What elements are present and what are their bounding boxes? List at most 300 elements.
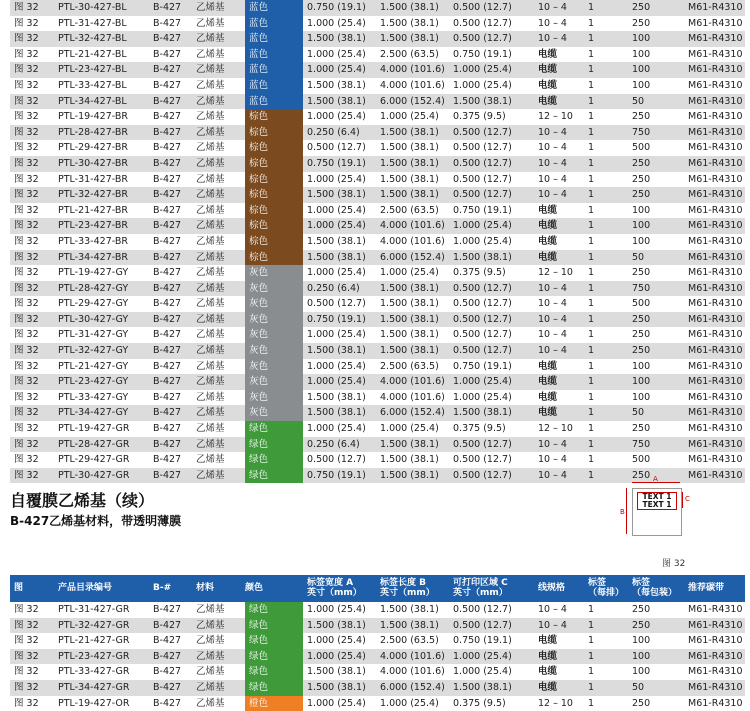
wire-size-cell: 电缆 bbox=[538, 48, 558, 60]
labels-per-row-cell: 1 bbox=[588, 313, 595, 325]
width-cell: 1.000 (25.4) bbox=[307, 111, 366, 123]
b-number-cell: B-427 bbox=[153, 407, 182, 419]
length-cell: 1.500 (38.1) bbox=[380, 298, 439, 310]
labels-per-pack-cell: 250 bbox=[632, 423, 651, 435]
labels-per-pack-cell: 100 bbox=[632, 48, 651, 60]
color-cell: 棕色 bbox=[245, 218, 303, 234]
b-number-cell: B-427 bbox=[153, 2, 182, 13]
wire-size-cell: 电缆 bbox=[538, 220, 558, 232]
product-table-top bbox=[10, 0, 745, 483]
printable-area-cell: 1.500 (38.1) bbox=[453, 681, 512, 693]
length-cell: 1.500 (38.1) bbox=[380, 33, 439, 45]
ribbon-cell: M61-R4310 bbox=[688, 64, 743, 76]
b-number-cell: B-427 bbox=[153, 282, 182, 294]
material-cell: 乙烯基 bbox=[196, 423, 225, 435]
labels-per-row-cell: 1 bbox=[588, 173, 595, 185]
material-cell: 乙烯基 bbox=[196, 204, 225, 216]
table-row bbox=[10, 452, 745, 468]
labels-per-pack-cell: 100 bbox=[632, 391, 651, 403]
color-cell: 蓝色 bbox=[245, 0, 303, 16]
wire-size-cell: 电缆 bbox=[538, 666, 558, 678]
wire-size-cell: 电缆 bbox=[538, 64, 558, 76]
width-cell: 1.000 (25.4) bbox=[307, 650, 366, 662]
wire-size-cell: 电缆 bbox=[538, 251, 558, 263]
wire-size-cell: 电缆 bbox=[538, 635, 558, 647]
width-cell: 0.250 (6.4) bbox=[307, 438, 360, 450]
catalog-number-cell: PTL-31-427-GY bbox=[58, 329, 129, 341]
catalog-number-cell: PTL-23-427-GR bbox=[58, 650, 130, 662]
b-number-cell: B-427 bbox=[153, 313, 182, 325]
width-cell: 1.000 (25.4) bbox=[307, 48, 366, 60]
material-cell: 乙烯基 bbox=[196, 454, 225, 466]
b-number-cell: B-427 bbox=[153, 391, 182, 403]
color-cell: 绿色 bbox=[245, 421, 303, 437]
catalog-number-cell: PTL-30-427-GR bbox=[58, 469, 130, 481]
color-cell: 棕色 bbox=[245, 140, 303, 156]
table-row bbox=[10, 405, 745, 421]
table-row bbox=[10, 234, 745, 250]
b-number-cell: B-427 bbox=[153, 220, 182, 232]
wire-size-cell: 10 – 4 bbox=[538, 282, 567, 294]
printable-area-cell: 0.750 (19.1) bbox=[453, 360, 512, 372]
table-row bbox=[10, 437, 745, 453]
material-cell: 乙烯基 bbox=[196, 282, 225, 294]
material-cell: 乙烯基 bbox=[196, 157, 225, 169]
labels-per-pack-cell: 100 bbox=[632, 64, 651, 76]
table-row bbox=[10, 618, 745, 634]
color-cell: 棕色 bbox=[245, 125, 303, 141]
wire-size-cell: 10 – 4 bbox=[538, 157, 567, 169]
color-cell: 绿色 bbox=[245, 618, 303, 634]
wire-size-cell: 电缆 bbox=[538, 391, 558, 403]
wire-size-cell: 10 – 4 bbox=[538, 33, 567, 45]
ribbon-cell: M61-R4310 bbox=[688, 469, 743, 481]
figure-cell: 图 32 bbox=[14, 454, 39, 466]
wire-size-cell: 12 – 10 bbox=[538, 267, 573, 279]
labels-per-row-cell: 1 bbox=[588, 17, 595, 29]
width-cell: 1.000 (25.4) bbox=[307, 204, 366, 216]
figure-cell: 图 32 bbox=[14, 251, 39, 263]
figure-cell: 图 32 bbox=[14, 48, 39, 60]
ribbon-cell: M61-R4310 bbox=[688, 313, 743, 325]
material-cell: 乙烯基 bbox=[196, 681, 225, 693]
color-cell: 灰色 bbox=[245, 265, 303, 281]
width-cell: 1.500 (38.1) bbox=[307, 33, 366, 45]
table-row bbox=[10, 203, 745, 219]
b-number-cell: B-427 bbox=[153, 345, 182, 357]
width-cell: 1.000 (25.4) bbox=[307, 267, 366, 279]
figure-cell: 图 32 bbox=[14, 282, 39, 294]
wire-size-cell: 12 – 10 bbox=[538, 111, 573, 123]
catalog-number-cell: PTL-34-427-BL bbox=[58, 95, 127, 107]
labels-per-row-cell: 1 bbox=[588, 391, 595, 403]
labels-per-row-cell: 1 bbox=[588, 2, 595, 13]
labels-per-row-cell: 1 bbox=[588, 142, 595, 154]
b-number-cell: B-427 bbox=[153, 635, 182, 647]
ribbon-cell: M61-R4310 bbox=[688, 157, 743, 169]
table-row bbox=[10, 218, 745, 234]
material-cell: 乙烯基 bbox=[196, 697, 225, 709]
color-cell: 棕色 bbox=[245, 156, 303, 172]
material-cell: 乙烯基 bbox=[196, 407, 225, 419]
figure-cell: 图 32 bbox=[14, 204, 39, 216]
b-number-cell: B-427 bbox=[153, 33, 182, 45]
length-cell: 4.000 (101.6) bbox=[380, 79, 445, 91]
printable-text-line2: TEXT 1 bbox=[642, 500, 672, 509]
material-cell: 乙烯基 bbox=[196, 48, 225, 60]
figure-cell: 图 32 bbox=[14, 697, 39, 709]
length-cell: 1.500 (38.1) bbox=[380, 469, 439, 481]
figure-cell: 图 32 bbox=[14, 267, 39, 279]
width-cell: 0.250 (6.4) bbox=[307, 282, 360, 294]
width-cell: 1.500 (38.1) bbox=[307, 345, 366, 357]
printable-area-cell: 0.500 (12.7) bbox=[453, 454, 512, 466]
catalog-number-cell: PTL-30-427-BL bbox=[58, 2, 127, 13]
labels-per-pack-cell: 100 bbox=[632, 376, 651, 388]
printable-area-cell: 1.000 (25.4) bbox=[453, 64, 512, 76]
wire-size-cell: 10 – 4 bbox=[538, 142, 567, 154]
material-cell: 乙烯基 bbox=[196, 666, 225, 678]
material-cell: 乙烯基 bbox=[196, 376, 225, 388]
b-number-cell: B-427 bbox=[153, 650, 182, 662]
header-printable-area-cell: 可打印区域 C 英寸（mm） bbox=[453, 578, 508, 598]
color-cell: 绿色 bbox=[245, 680, 303, 696]
catalog-number-cell: PTL-21-427-BR bbox=[58, 204, 128, 216]
color-cell: 灰色 bbox=[245, 327, 303, 343]
catalog-number-cell: PTL-19-427-OR bbox=[58, 697, 130, 709]
catalog-number-cell: PTL-28-427-BR bbox=[58, 126, 128, 138]
ribbon-cell: M61-R4310 bbox=[688, 48, 743, 60]
labels-per-pack-cell: 250 bbox=[632, 157, 651, 169]
length-cell: 1.500 (38.1) bbox=[380, 189, 439, 201]
catalog-number-cell: PTL-32-427-GR bbox=[58, 619, 130, 631]
catalog-number-cell: PTL-19-427-BR bbox=[58, 111, 128, 123]
figure-cell: 图 32 bbox=[14, 635, 39, 647]
labels-per-pack-cell: 100 bbox=[632, 360, 651, 372]
table-row bbox=[10, 250, 745, 266]
figure-cell: 图 32 bbox=[14, 157, 39, 169]
table-row bbox=[10, 187, 745, 203]
labels-per-pack-cell: 750 bbox=[632, 438, 651, 450]
label-outline bbox=[632, 488, 682, 536]
figure-cell: 图 32 bbox=[14, 360, 39, 372]
header-figure-cell: 图 bbox=[14, 583, 24, 593]
width-cell: 1.000 (25.4) bbox=[307, 17, 366, 29]
header-color-cell: 颜色 bbox=[245, 583, 264, 593]
b-number-cell: B-427 bbox=[153, 360, 182, 372]
header-length-cell: 标签长度 B 英寸（mm） bbox=[380, 578, 435, 598]
figure-cell: 图 32 bbox=[14, 142, 39, 154]
printable-area-cell: 0.500 (12.7) bbox=[453, 157, 512, 169]
table-row bbox=[10, 296, 745, 312]
figure-cell: 图 32 bbox=[14, 666, 39, 678]
ribbon-cell: M61-R4310 bbox=[688, 619, 743, 631]
labels-per-pack-cell: 500 bbox=[632, 142, 651, 154]
width-cell: 0.500 (12.7) bbox=[307, 298, 366, 310]
table-row bbox=[10, 78, 745, 94]
material-cell: 乙烯基 bbox=[196, 619, 225, 631]
wire-size-cell: 电缆 bbox=[538, 360, 558, 372]
wire-size-cell: 电缆 bbox=[538, 376, 558, 388]
labels-per-row-cell: 1 bbox=[588, 666, 595, 678]
labels-per-pack-cell: 100 bbox=[632, 79, 651, 91]
b-number-cell: B-427 bbox=[153, 235, 182, 247]
labels-per-pack-cell: 50 bbox=[632, 681, 645, 693]
header-ribbon-cell: 推荐碳带 bbox=[688, 583, 725, 593]
ribbon-cell: M61-R4310 bbox=[688, 251, 743, 263]
labels-per-pack-cell: 250 bbox=[632, 619, 651, 631]
color-cell: 绿色 bbox=[245, 602, 303, 618]
ribbon-cell: M61-R4310 bbox=[688, 2, 743, 13]
figure-cell: 图 32 bbox=[14, 220, 39, 232]
printable-area-cell: 0.500 (12.7) bbox=[453, 142, 512, 154]
ribbon-cell: M61-R4310 bbox=[688, 282, 743, 294]
width-cell: 1.000 (25.4) bbox=[307, 376, 366, 388]
material-cell: 乙烯基 bbox=[196, 2, 225, 13]
catalog-number-cell: PTL-32-427-BL bbox=[58, 33, 127, 45]
wire-size-cell: 电缆 bbox=[538, 95, 558, 107]
length-cell: 2.500 (63.5) bbox=[380, 204, 439, 216]
width-cell: 1.000 (25.4) bbox=[307, 635, 366, 647]
length-cell: 4.000 (101.6) bbox=[380, 220, 445, 232]
material-cell: 乙烯基 bbox=[196, 111, 225, 123]
color-cell: 绿色 bbox=[245, 452, 303, 468]
table-row bbox=[10, 47, 745, 63]
labels-per-row-cell: 1 bbox=[588, 376, 595, 388]
dimension-b-label: B bbox=[620, 508, 625, 516]
catalog-number-cell: PTL-31-427-BR bbox=[58, 173, 128, 185]
width-cell: 1.500 (38.1) bbox=[307, 619, 366, 631]
ribbon-cell: M61-R4310 bbox=[688, 345, 743, 357]
printable-area-cell: 1.000 (25.4) bbox=[453, 650, 512, 662]
color-cell: 棕色 bbox=[245, 250, 303, 266]
wire-size-cell: 10 – 4 bbox=[538, 189, 567, 201]
length-cell: 1.500 (38.1) bbox=[380, 17, 439, 29]
figure-cell: 图 32 bbox=[14, 329, 39, 341]
labels-per-row-cell: 1 bbox=[588, 423, 595, 435]
b-number-cell: B-427 bbox=[153, 111, 182, 123]
wire-size-cell: 电缆 bbox=[538, 407, 558, 419]
printable-area-cell: 0.375 (9.5) bbox=[453, 423, 506, 435]
color-cell: 蓝色 bbox=[245, 47, 303, 63]
b-number-cell: B-427 bbox=[153, 697, 182, 709]
printable-area-cell: 0.500 (12.7) bbox=[453, 329, 512, 341]
width-cell: 0.750 (19.1) bbox=[307, 157, 366, 169]
catalog-number-cell: PTL-19-427-GR bbox=[58, 423, 130, 435]
labels-per-row-cell: 1 bbox=[588, 635, 595, 647]
figure-cell: 图 32 bbox=[14, 95, 39, 107]
length-cell: 1.500 (38.1) bbox=[380, 454, 439, 466]
b-number-cell: B-427 bbox=[153, 438, 182, 450]
ribbon-cell: M61-R4310 bbox=[688, 126, 743, 138]
ribbon-cell: M61-R4310 bbox=[688, 697, 743, 709]
width-cell: 0.750 (19.1) bbox=[307, 313, 366, 325]
labels-per-pack-cell: 500 bbox=[632, 454, 651, 466]
table-row bbox=[10, 156, 745, 172]
wire-size-cell: 10 – 4 bbox=[538, 619, 567, 631]
width-cell: 1.000 (25.4) bbox=[307, 604, 366, 615]
material-cell: 乙烯基 bbox=[196, 189, 225, 201]
width-cell: 1.500 (38.1) bbox=[307, 79, 366, 91]
printable-area-cell: 0.500 (12.7) bbox=[453, 282, 512, 294]
catalog-number-cell: PTL-34-427-GY bbox=[58, 407, 129, 419]
labels-per-pack-cell: 100 bbox=[632, 204, 651, 216]
header-width-cell: 标签宽度 A 英寸（mm） bbox=[307, 578, 362, 598]
length-cell: 4.000 (101.6) bbox=[380, 391, 445, 403]
length-cell: 6.000 (152.4) bbox=[380, 407, 445, 419]
ribbon-cell: M61-R4310 bbox=[688, 423, 743, 435]
color-cell: 棕色 bbox=[245, 234, 303, 250]
printable-area-cell: 0.500 (12.7) bbox=[453, 313, 512, 325]
length-cell: 1.500 (38.1) bbox=[380, 604, 439, 615]
printable-area-cell: 1.000 (25.4) bbox=[453, 376, 512, 388]
ribbon-cell: M61-R4310 bbox=[688, 360, 743, 372]
ribbon-cell: M61-R4310 bbox=[688, 267, 743, 279]
width-cell: 1.000 (25.4) bbox=[307, 697, 366, 709]
section-subtitle: B-427乙烯基材料，带透明薄膜 bbox=[10, 514, 182, 528]
b-number-cell: B-427 bbox=[153, 376, 182, 388]
labels-per-pack-cell: 100 bbox=[632, 235, 651, 247]
labels-per-row-cell: 1 bbox=[588, 48, 595, 60]
length-cell: 4.000 (101.6) bbox=[380, 235, 445, 247]
material-cell: 乙烯基 bbox=[196, 298, 225, 310]
printable-area-cell: 0.500 (12.7) bbox=[453, 17, 512, 29]
b-number-cell: B-427 bbox=[153, 681, 182, 693]
color-cell: 绿色 bbox=[245, 664, 303, 680]
labels-per-row-cell: 1 bbox=[588, 454, 595, 466]
figure-cell: 图 32 bbox=[14, 235, 39, 247]
catalog-number-cell: PTL-23-427-BL bbox=[58, 64, 127, 76]
catalog-number-cell: PTL-28-427-GR bbox=[58, 438, 130, 450]
catalog-number-cell: PTL-33-427-GY bbox=[58, 391, 129, 403]
b-number-cell: B-427 bbox=[153, 173, 182, 185]
catalog-number-cell: PTL-21-427-GR bbox=[58, 635, 130, 647]
length-cell: 4.000 (101.6) bbox=[380, 666, 445, 678]
labels-per-row-cell: 1 bbox=[588, 157, 595, 169]
catalog-number-cell: PTL-31-427-GR bbox=[58, 604, 130, 615]
width-cell: 1.500 (38.1) bbox=[307, 235, 366, 247]
color-cell: 灰色 bbox=[245, 374, 303, 390]
labels-per-pack-cell: 250 bbox=[632, 189, 651, 201]
material-cell: 乙烯基 bbox=[196, 329, 225, 341]
labels-per-row-cell: 1 bbox=[588, 469, 595, 481]
ribbon-cell: M61-R4310 bbox=[688, 79, 743, 91]
printable-area-cell: 0.375 (9.5) bbox=[453, 697, 506, 709]
labels-per-pack-cell: 250 bbox=[632, 17, 651, 29]
labels-per-pack-cell: 50 bbox=[632, 95, 645, 107]
b-number-cell: B-427 bbox=[153, 666, 182, 678]
ribbon-cell: M61-R4310 bbox=[688, 407, 743, 419]
width-cell: 1.000 (25.4) bbox=[307, 423, 366, 435]
color-cell: 蓝色 bbox=[245, 78, 303, 94]
catalog-number-cell: PTL-34-427-GR bbox=[58, 681, 130, 693]
catalog-number-cell: PTL-30-427-GY bbox=[58, 313, 129, 325]
catalog-number-cell: PTL-32-427-BR bbox=[58, 189, 128, 201]
dimension-c-line bbox=[682, 492, 683, 508]
labels-per-row-cell: 1 bbox=[588, 329, 595, 341]
labels-per-pack-cell: 500 bbox=[632, 298, 651, 310]
length-cell: 2.500 (63.5) bbox=[380, 635, 439, 647]
printable-area-cell: 1.000 (25.4) bbox=[453, 666, 512, 678]
b-number-cell: B-427 bbox=[153, 204, 182, 216]
labels-per-row-cell: 1 bbox=[588, 33, 595, 45]
length-cell: 4.000 (101.6) bbox=[380, 376, 445, 388]
printable-area-cell: 0.500 (12.7) bbox=[453, 619, 512, 631]
material-cell: 乙烯基 bbox=[196, 635, 225, 647]
figure-cell: 图 32 bbox=[14, 111, 39, 123]
b-number-cell: B-427 bbox=[153, 95, 182, 107]
length-cell: 6.000 (152.4) bbox=[380, 681, 445, 693]
labels-per-row-cell: 1 bbox=[588, 360, 595, 372]
catalog-number-cell: PTL-30-427-BR bbox=[58, 157, 128, 169]
labels-per-row-cell: 1 bbox=[588, 126, 595, 138]
printable-area-cell: 0.500 (12.7) bbox=[453, 469, 512, 481]
material-cell: 乙烯基 bbox=[196, 173, 225, 185]
width-cell: 1.500 (38.1) bbox=[307, 391, 366, 403]
figure-cell: 图 32 bbox=[14, 407, 39, 419]
table-row bbox=[10, 374, 745, 390]
color-cell: 灰色 bbox=[245, 312, 303, 328]
catalog-number-cell: PTL-29-427-GY bbox=[58, 298, 129, 310]
labels-per-row-cell: 1 bbox=[588, 95, 595, 107]
wire-size-cell: 10 – 4 bbox=[538, 454, 567, 466]
catalog-number-cell: PTL-31-427-BL bbox=[58, 17, 127, 29]
ribbon-cell: M61-R4310 bbox=[688, 235, 743, 247]
wire-size-cell: 10 – 4 bbox=[538, 345, 567, 357]
color-cell: 棕色 bbox=[245, 172, 303, 188]
color-cell: 绿色 bbox=[245, 437, 303, 453]
width-cell: 1.000 (25.4) bbox=[307, 329, 366, 341]
table-row bbox=[10, 265, 745, 281]
material-cell: 乙烯基 bbox=[196, 469, 225, 481]
length-cell: 1.500 (38.1) bbox=[380, 126, 439, 138]
labels-per-row-cell: 1 bbox=[588, 251, 595, 263]
b-number-cell: B-427 bbox=[153, 17, 182, 29]
printable-area-cell: 0.500 (12.7) bbox=[453, 438, 512, 450]
width-cell: 0.500 (12.7) bbox=[307, 142, 366, 154]
length-cell: 1.000 (25.4) bbox=[380, 111, 439, 123]
labels-per-row-cell: 1 bbox=[588, 189, 595, 201]
printable-area-cell: 1.000 (25.4) bbox=[453, 391, 512, 403]
header-labels-per-pack-cell: 标签 （每包装） bbox=[632, 578, 678, 598]
labels-per-row-cell: 1 bbox=[588, 438, 595, 450]
ribbon-cell: M61-R4310 bbox=[688, 220, 743, 232]
length-cell: 1.500 (38.1) bbox=[380, 619, 439, 631]
product-table-bottom bbox=[10, 602, 745, 711]
labels-per-row-cell: 1 bbox=[588, 282, 595, 294]
labels-per-pack-cell: 250 bbox=[632, 313, 651, 325]
ribbon-cell: M61-R4310 bbox=[688, 204, 743, 216]
b-number-cell: B-427 bbox=[153, 604, 182, 615]
labels-per-pack-cell: 250 bbox=[632, 469, 651, 481]
table-row bbox=[10, 0, 745, 16]
width-cell: 1.500 (38.1) bbox=[307, 251, 366, 263]
b-number-cell: B-427 bbox=[153, 619, 182, 631]
ribbon-cell: M61-R4310 bbox=[688, 189, 743, 201]
material-cell: 乙烯基 bbox=[196, 235, 225, 247]
color-cell: 绿色 bbox=[245, 649, 303, 665]
width-cell: 1.000 (25.4) bbox=[307, 360, 366, 372]
material-cell: 乙烯基 bbox=[196, 360, 225, 372]
labels-per-pack-cell: 750 bbox=[632, 282, 651, 294]
catalog-number-cell: PTL-23-427-GY bbox=[58, 376, 129, 388]
figure-cell: 图 32 bbox=[14, 604, 39, 615]
labels-per-row-cell: 1 bbox=[588, 681, 595, 693]
wire-size-cell: 电缆 bbox=[538, 650, 558, 662]
labels-per-pack-cell: 250 bbox=[632, 2, 651, 13]
ribbon-cell: M61-R4310 bbox=[688, 17, 743, 29]
b-number-cell: B-427 bbox=[153, 189, 182, 201]
